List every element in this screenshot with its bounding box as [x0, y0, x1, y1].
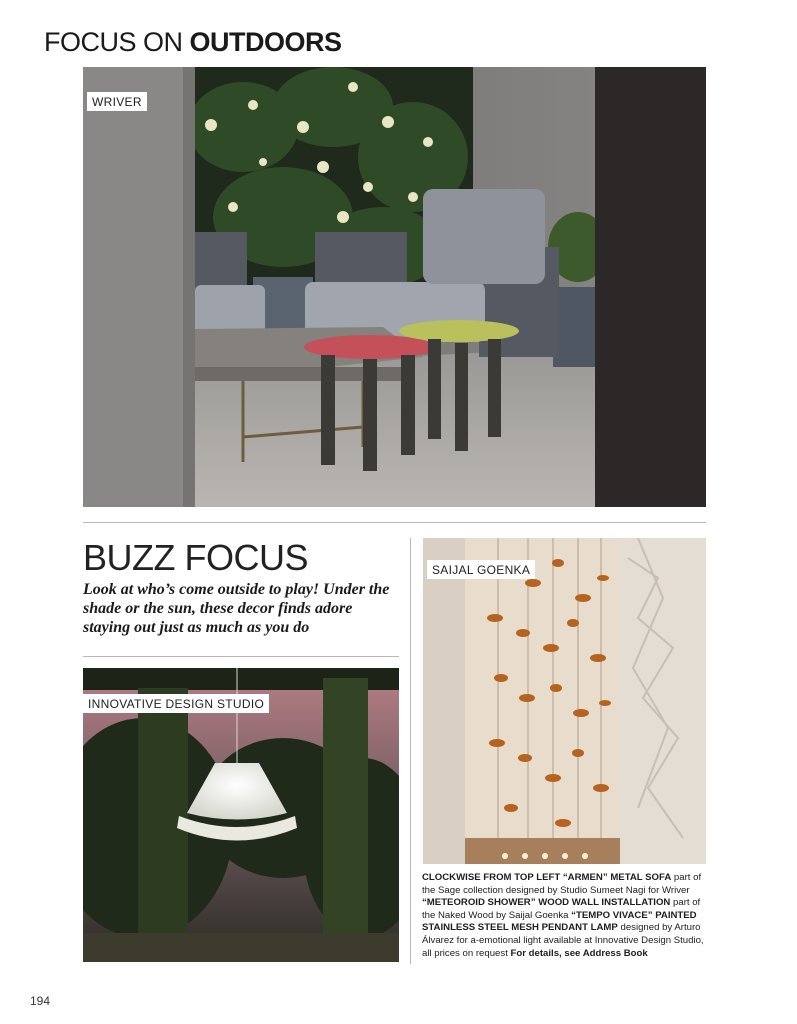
photo-wood-wall-installation: [423, 538, 706, 864]
column-divider: [410, 538, 411, 964]
sofa-scene-illustration: [83, 67, 706, 507]
caption-item-3-title: “TEMPO VIVACE” PAINTED STAINLESS STEEL MESH PENDANT LAMP: [422, 909, 697, 934]
caption-item-3-text: designed by Arturo Álvarez for a-emotional light available at Innovative Design Studio, all prices on request: [422, 922, 704, 959]
caption-item-2-title: “METEOROID SHOWER” WOOD WALL INSTALLATION: [422, 897, 671, 909]
photo-credit-innovative-design-studio: INNOVATIVE DESIGN STUDIO: [83, 694, 269, 713]
buzz-focus-subtitle: Look at who’s come outside to play! Under the shade or the sun, these decor finds adore staying out just as much as you do: [83, 581, 390, 636]
header-prefix: FOCUS ON: [44, 27, 183, 57]
caption-address-book-note: For details, see Address Book: [510, 947, 648, 959]
caption-item-1-text: part of the Sage collection designed by Studio Sumeet Nagi for Wriver: [422, 872, 702, 896]
caption-item-2-text: part of the Naked Wood by Saijal Goenka: [422, 897, 701, 921]
section-header: [44, 26, 342, 58]
wall-installation-illustration: [423, 538, 706, 864]
buzz-focus-title: BUZZ FOCUS: [83, 537, 308, 578]
header-emphasis: OUTDOORS: [189, 27, 342, 57]
page-number: 194: [30, 994, 51, 1008]
subsection-divider: [83, 656, 399, 657]
photo-credit-saijal-goenka: SAIJAL GOENKA: [427, 560, 535, 579]
photo-credit-wriver: WRIVER: [87, 92, 147, 111]
photo-outdoor-sofa: [83, 67, 706, 507]
section-divider: [83, 522, 706, 523]
caption-item-1-title: CLOCKWISE FROM TOP LEFT “ARMEN” METAL SOFA: [422, 872, 672, 883]
photo-caption: [422, 872, 712, 960]
photo-pendant-lamp: [83, 668, 399, 962]
